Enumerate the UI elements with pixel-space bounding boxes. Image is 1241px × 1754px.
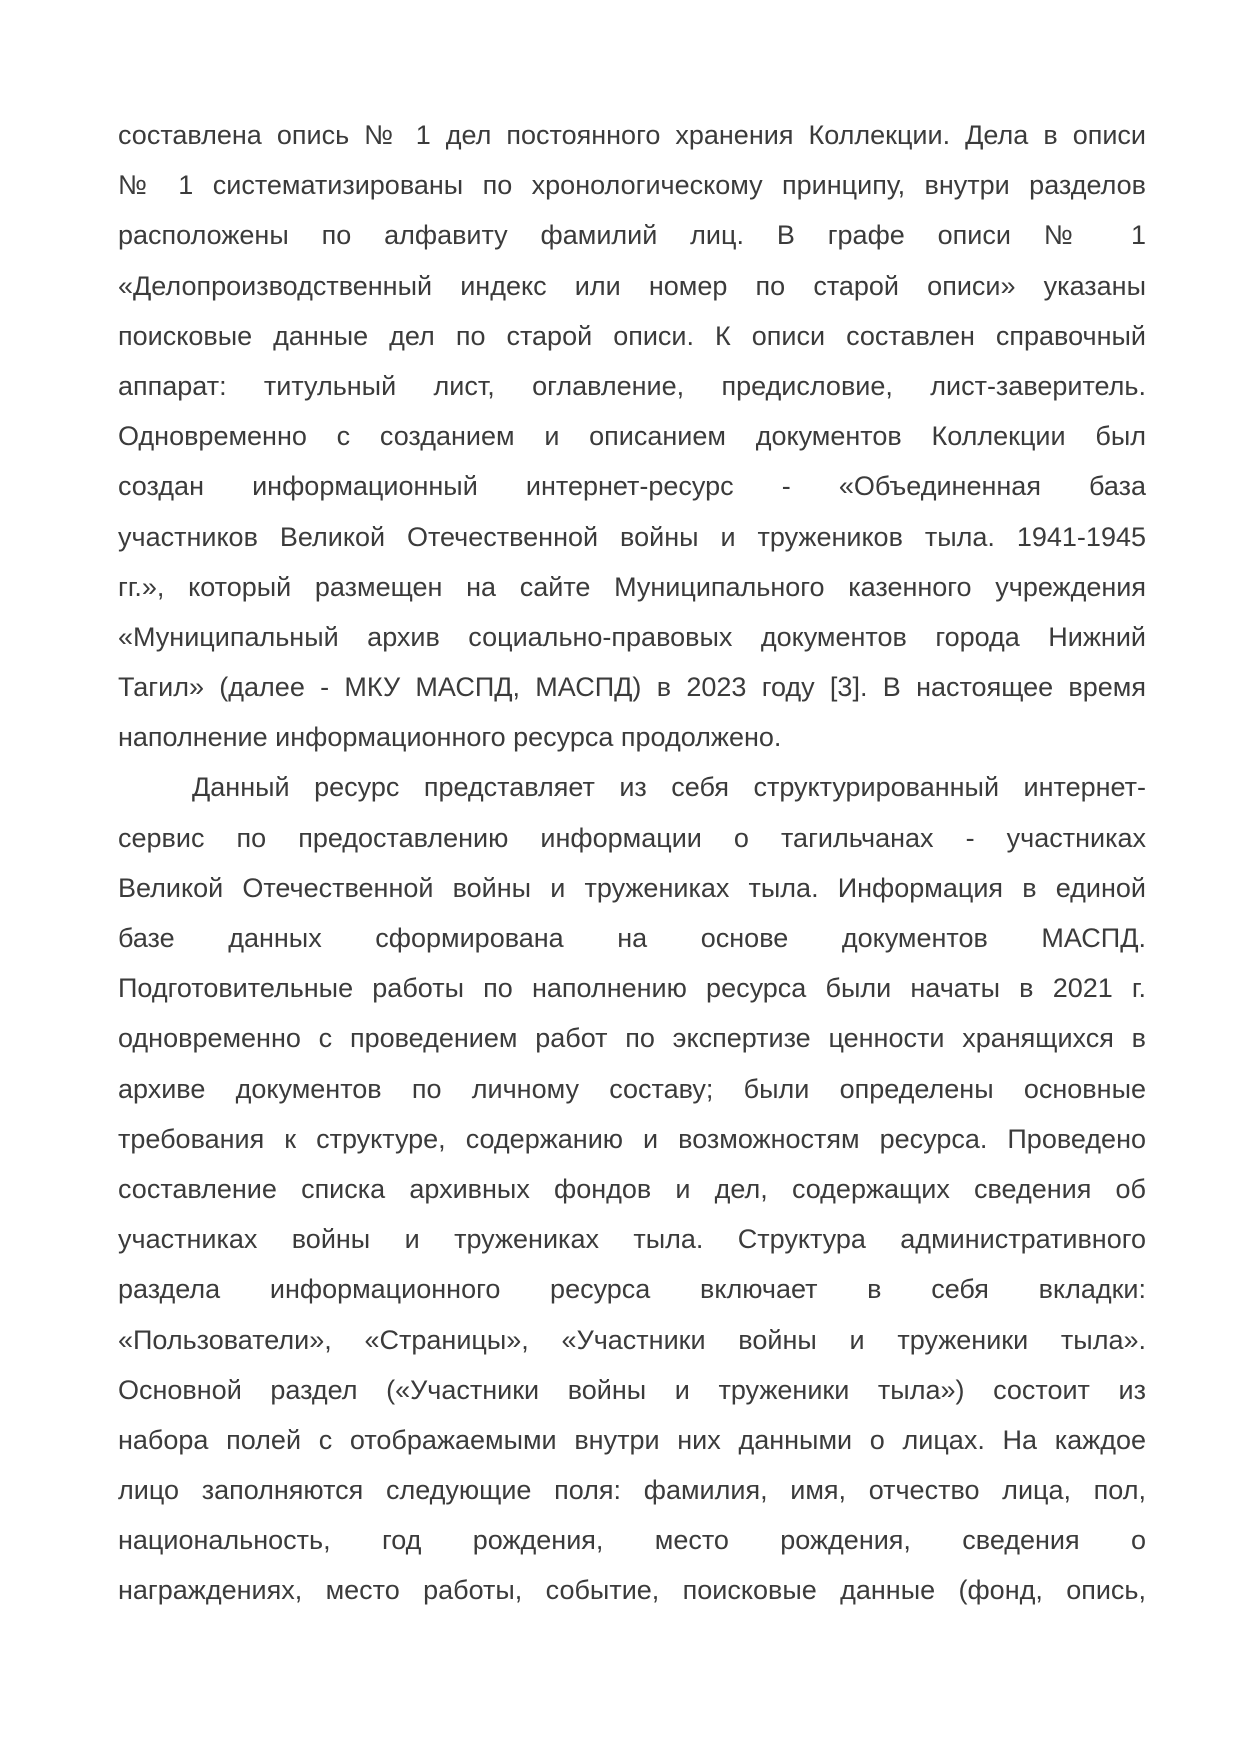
text-line: Основной раздел («Участники войны и труженики тыла») состоит из: [118, 1374, 1146, 1405]
text-line: награждениях, место работы, событие, поисковые данные (фонд, опись,: [118, 1575, 1146, 1606]
text-line: сервис по предоставлению информации о тагильчанах - участниках: [118, 822, 1146, 853]
text-line: участников Великой Отечественной войны и тружеников тыла. 1941-1945: [118, 521, 1146, 552]
text-line: участниках войны и тружениках тыла. Структура административного: [118, 1224, 1146, 1255]
text-line: «Пользователи», «Страницы», «Участники войны и труженики тыла».: [118, 1324, 1146, 1355]
text-line: национальность, год рождения, место рождения, сведения о: [118, 1525, 1146, 1556]
text-line: одновременно с проведением работ по экспертизе ценности хранящихся в: [118, 1023, 1146, 1054]
text-line: базе данных сформирована на основе документов МАСПД.: [118, 923, 1146, 953]
document-text: [118, 110, 1146, 1616]
text-line: Великой Отечественной войны и тружениках тыла. Информация в единой: [118, 872, 1146, 903]
text-line: лицо заполняются следующие поля: фамилия, имя, отчество лица, пол,: [118, 1475, 1146, 1506]
text-line: гг.», который размещен на сайте Муниципального казенного учреждения: [118, 571, 1146, 602]
text-line: раздела информационного ресурса включает в себя вкладки:: [118, 1274, 1146, 1305]
text-line: архиве документов по личному составу; были определены основные: [118, 1073, 1146, 1104]
text-line: Тагил» (далее - МКУ МАСПД, МАСПД) в 2023 году [3]. В настоящее время: [118, 672, 1146, 703]
text-line: составлена опись № 1 дел постоянного хранения Коллекции. Дела в описи: [118, 120, 1146, 150]
text-line: наполнение информационного ресурса продолжено.: [118, 722, 782, 753]
text-line: набора полей с отображаемыми внутри них данными о лицах. На каждое: [118, 1424, 1146, 1455]
text-line: поисковые данные дел по старой описи. К описи составлен справочный: [118, 320, 1146, 351]
text-line: «Муниципальный архив социально-правовых документов города Нижний: [118, 621, 1146, 652]
text-line: составление списка архивных фондов и дел, содержащих сведения об: [118, 1173, 1146, 1204]
text-line: № 1 систематизированы по хронологическому принципу, внутри разделов: [118, 170, 1146, 201]
text-line: требования к структуре, содержанию и возможностям ресурса. Проведено: [118, 1123, 1146, 1154]
text-line: расположены по алфавиту фамилий лиц. В графе описи № 1: [118, 220, 1146, 251]
text-line: «Делопроизводственный индекс или номер по старой описи» указаны: [118, 270, 1146, 301]
text-line: аппарат: титульный лист, оглавление, предисловие, лист-заверитель.: [118, 370, 1146, 401]
paragraph-first-line: Данный ресурс представляет из себя структурированный интернет-: [192, 772, 1146, 803]
text-line: Одновременно с созданием и описанием документов Коллекции был: [118, 421, 1146, 452]
text-line: создан информационный интернет-ресурс - «Объединенная база: [118, 471, 1146, 502]
text-line: Подготовительные работы по наполнению ресурса были начаты в 2021 г.: [118, 973, 1146, 1004]
